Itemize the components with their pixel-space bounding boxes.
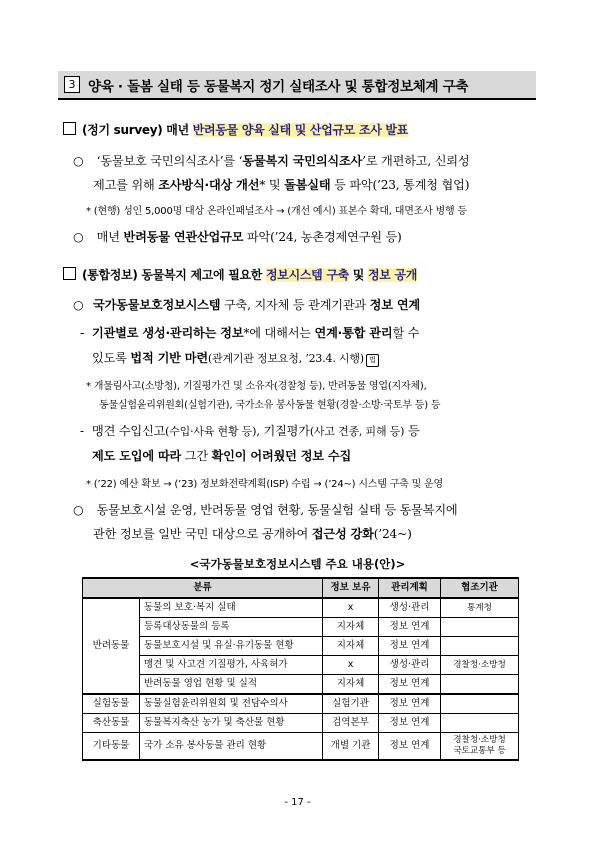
table-row: 반려동물 동물의 보호·복지 실태 x 생성·관리 통계청 [83,598,519,618]
item4-line2: 있도록 법적 기반 마련(관계기관 정보요청, ’23.4. 시행) 법 [92,349,379,367]
law-icon: 법 [366,354,379,367]
item5-note: * (’22) 예산 확보 → (’23) 정보화전략계획(ISP) 수립 → (’24~) 시스템 구축 및 운영 [86,479,443,490]
item3-line: ○ 국가동물보호정보시스템 구축, 지자체 등 관계기관과 정보 연계 [73,298,421,312]
section-title: 양육 · 돌봄 실태 등 동물복지 정기 실태조사 및 통합정보체계 구축 [88,78,469,95]
header-partner: 협조기관 [441,578,519,598]
table-row: 반려동물 영업 현황 및 실적 지자체 정보 연계 [83,675,519,695]
header-holder: 정보 보유 [323,578,379,598]
item6-line1: ○ 동물보호시설 운영, 반려동물 영업 현황, 동물실험 실태 등 동물복지에 [73,503,458,517]
table-row: 동물보호시설 및 유실·유기동물 현황 지자체 정보 연계 [83,637,519,656]
section-number: 3 [64,76,80,93]
item4-note2: 동물실험윤리위원회(실험기관), 국가소유 봉사동물 현황(경찰·소방·국토부 등) 등 [99,400,441,411]
header-category: 분류 [83,578,323,598]
section-header [58,71,536,100]
item6-line2: 관한 정보를 일반 국민 대상으로 공개하여 접근성 강화(’24~) [93,527,412,541]
partner-line: 국토교통부 등 [453,746,506,756]
category-cell: 실험동물 [83,694,140,714]
subsection-survey-heading: (정기 survey) 매년 반려동물 양육 실태 및 산업규모 조사 발표 [63,121,408,138]
item1-line2: 제고를 위해 조사방식·대상 개선* 및 돌봄실태 등 파악(’23, 통계청 협업) [93,178,470,192]
table-row: 실험동물 동물실험윤리위원회 및 전담수의사 실험기관 정보 연계 [83,694,519,714]
partner-multiline [441,733,519,761]
table-row: 축산동물 동물복지축산 농가 및 축산물 현황 검역본부 정보 연계 [83,714,519,733]
table-caption: <국가동물보호정보시스템 주요 내용(안)> [189,557,406,571]
item2-line: ○ 매년 반려동물 연관산업규모 파악(’24, 농촌경제연구원 등) [73,230,402,244]
page-number: - 17 - [284,797,311,808]
table-row: 기타동물 국가 소유 봉사동물 관리 현황 개별 기관 정보 연계 경찰청·소방청 국토교통부 등 [83,733,519,761]
item1-note: * (현행) 성인 5,000명 대상 온라인패널조사 → (개선 예시) 표본수 확대, 대면조사 병행 등 [86,206,467,217]
info-system-table [82,577,519,761]
highlight-text: 반려동물 양육 실태 및 산업규모 조사 발표 [192,123,408,137]
category-cell: 축산동물 [83,714,140,733]
table-row: 등록대상동물의 등록 지자체 정보 연계 [83,618,519,637]
header-plan: 관리계획 [379,578,441,598]
item4-line1: - 기관별로 생성·관리하는 정보*에 대해서는 연계·통합 관리할 수 [80,326,420,340]
table-row: 맹견 및 사고견 기질평가, 사육허가 x 생성·관리 경찰청·소방청 [83,656,519,675]
item4-note1: * 개물림사고(소방청), 기질평가건 및 소유자(경찰청 등), 반려동물 영업(지자체), [86,381,427,392]
table-header-row [83,578,519,598]
item5-line1: - 맹견 수입신고(수입·사육 현황 등), 기질평가(사고 견종, 피해 등) 등 [80,424,420,438]
partner-line: 경찰청·소방청 [453,735,506,745]
category-cell: 반려동물 [83,598,140,694]
item1-line1: ○ ‘동물보호 국민의식조사’를 ‘동물복지 국민의식조사’로 개편하고, 신뢰성 [73,154,470,168]
category-cell: 기타동물 [83,733,140,761]
item5-line2: 제도 도입에 따라 그간 확인이 어려웠던 정보 수집 [92,449,352,463]
checkbox-square-icon [63,267,76,280]
checkbox-square-icon [63,122,76,135]
subsection-integration-heading: (통합정보) 동물복지 제고에 필요한 정보시스템 구축 및 정보 공개 [63,266,417,283]
